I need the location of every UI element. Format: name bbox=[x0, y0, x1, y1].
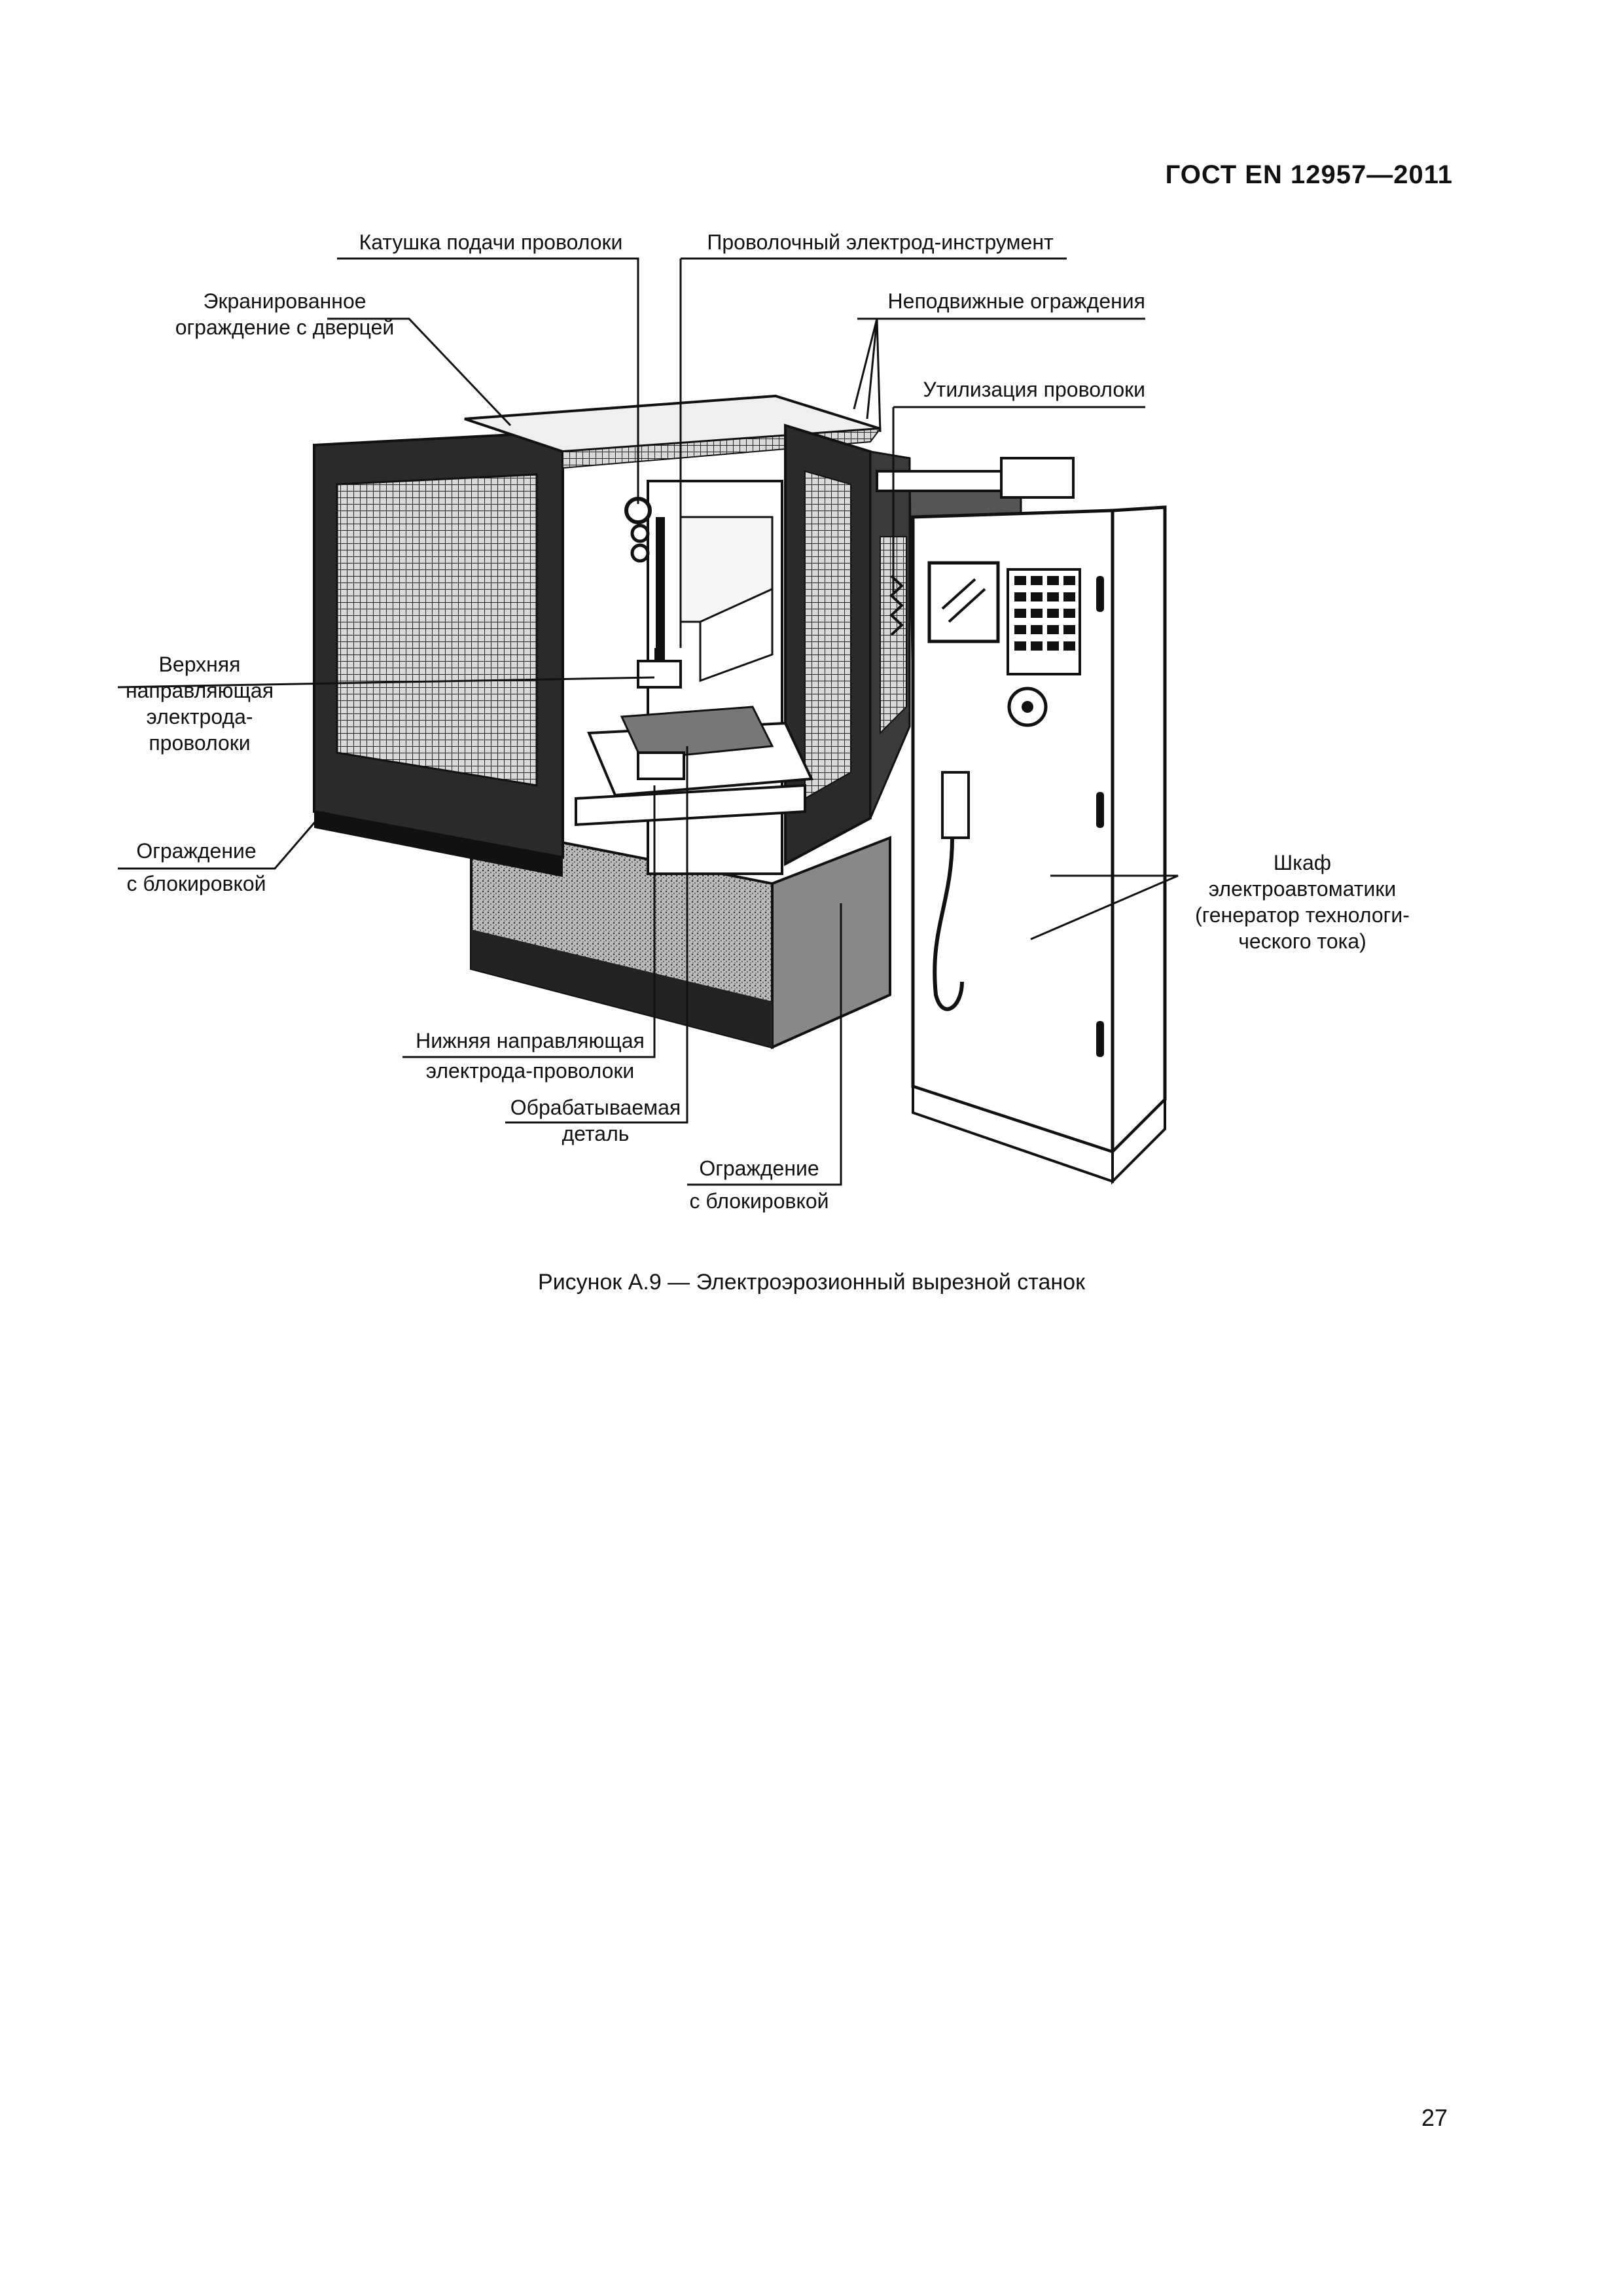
label-interlocked-guard-left: Ограждение с блокировкой bbox=[126, 839, 266, 895]
label-wire-electrode: Проволочный электрод-инструмент bbox=[707, 230, 1054, 254]
label-lower-wire-guide: Нижняя направляющая электрода-проволоки bbox=[416, 1029, 645, 1083]
label-wire-spool: Катушка подачи проволоки bbox=[359, 230, 623, 254]
label-wire-disposal: Утилизация проволоки bbox=[923, 378, 1145, 401]
page-number: 27 bbox=[1421, 2104, 1448, 2131]
enclosure-left-panel bbox=[314, 432, 563, 877]
cabinet-keypad bbox=[1008, 569, 1080, 674]
figure-caption: Рисунок А.9 — Электроэрозионный вырезной станок bbox=[538, 1270, 1085, 1295]
wire-spool-assembly bbox=[626, 499, 665, 661]
label-shielded-guard-with-door: Экранированное ограждение с дверцей bbox=[175, 289, 395, 339]
label-fixed-guards: Неподвижные ограждения bbox=[887, 289, 1145, 313]
work-table bbox=[576, 707, 812, 825]
label-workpiece: Обрабатываемая деталь bbox=[510, 1096, 681, 1145]
control-cabinet bbox=[910, 478, 1165, 1181]
document-header: ГОСТ EN 12957—2011 bbox=[1165, 160, 1453, 189]
label-control-cabinet: Шкаф электроавтоматики (генератор технологи- ческого тока) bbox=[1195, 851, 1410, 953]
label-upper-wire-guide: Верхняя направляющая электрода- проволоки bbox=[125, 653, 274, 755]
label-interlocked-guard-bottom: Ограждение с блокировкой bbox=[689, 1157, 829, 1213]
